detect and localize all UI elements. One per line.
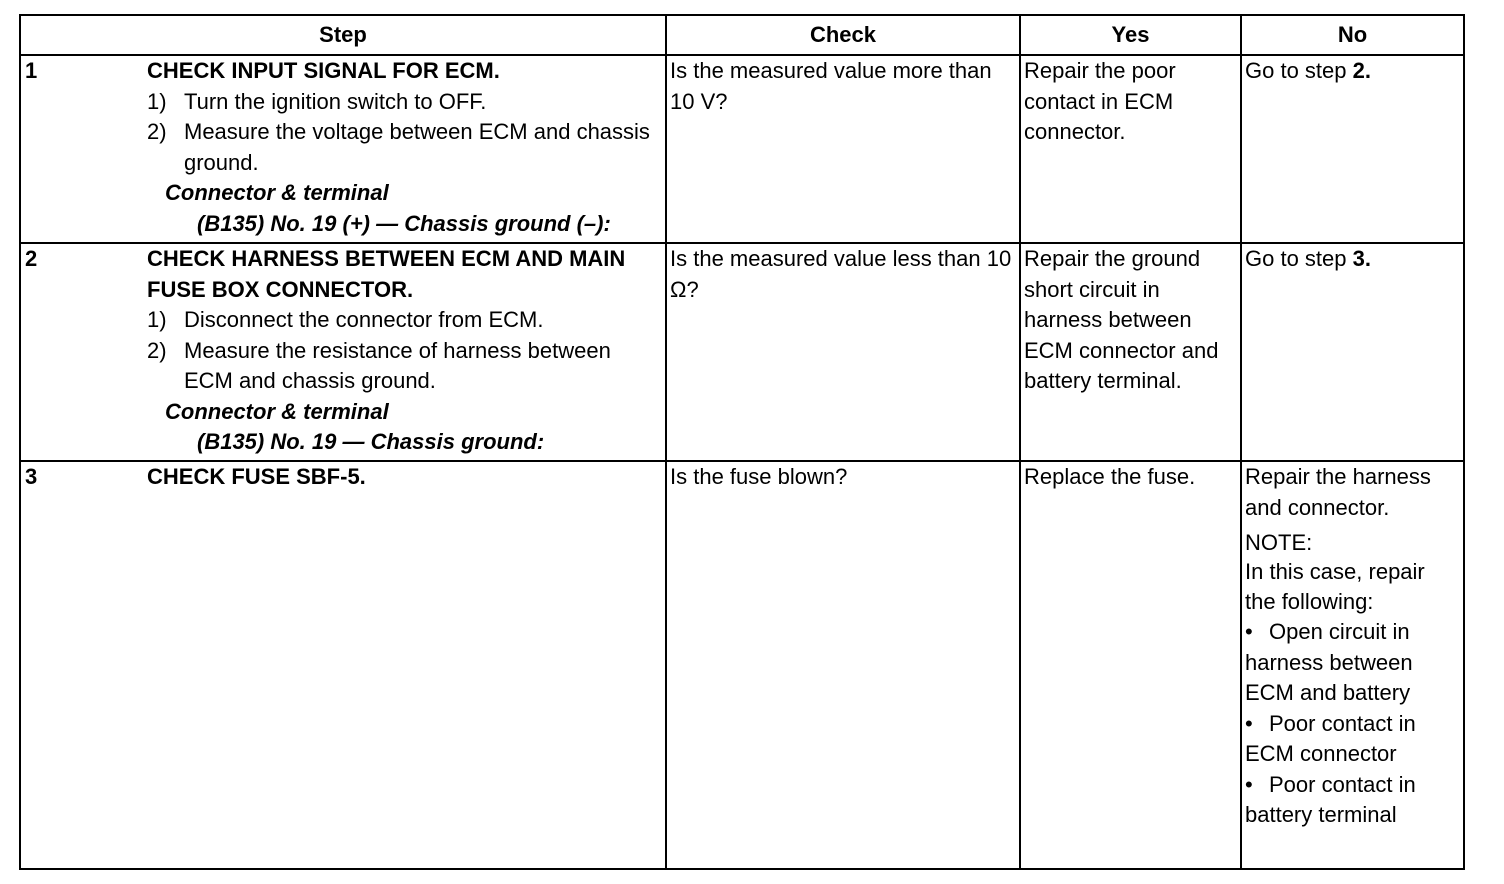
step-number: 3	[25, 464, 38, 489]
step-cell	[20, 461, 666, 869]
no-text: Go to step	[1245, 246, 1353, 271]
substep-text: Measure the resistance of harness between ECM and chassis ground.	[184, 337, 611, 393]
header-step: Step	[20, 15, 666, 55]
diagnostic-table	[19, 14, 1465, 870]
substep-number: 1)	[147, 88, 167, 114]
header-no: No	[1241, 15, 1464, 55]
table-row	[20, 243, 1464, 461]
substep	[147, 87, 662, 118]
note-item	[1245, 709, 1460, 770]
note-item-text: Open circuit in harness between ECM and battery	[1245, 619, 1413, 705]
step-title: CHECK INPUT SIGNAL FOR ECM.	[147, 58, 500, 83]
table-row	[20, 55, 1464, 243]
substep	[147, 336, 662, 397]
check-cell: Is the measured value more than 10 V?	[666, 55, 1020, 243]
step-number: 2	[25, 246, 38, 271]
no-cell	[1241, 243, 1464, 461]
substep	[147, 117, 662, 178]
no-cell	[1241, 55, 1464, 243]
step-title: CHECK HARNESS BETWEEN ECM AND MAIN FUSE BOX CONNECTOR.	[147, 246, 626, 302]
check-cell: Is the fuse blown?	[666, 461, 1020, 869]
substep-number: 2)	[147, 337, 167, 363]
no-text: Repair the harness and connector.	[1245, 464, 1431, 520]
bullet-icon: •	[1245, 710, 1253, 736]
yes-cell: Repair the poor contact in ECM connector.	[1020, 55, 1241, 243]
yes-cell: Replace the fuse.	[1020, 461, 1241, 869]
connector-terminal-value: (B135) No. 19 (+) — Chassis ground (–):	[197, 210, 611, 236]
check-cell: Is the measured value less than 10 Ω?	[666, 243, 1020, 461]
step-number: 1	[25, 58, 38, 83]
substep-text: Turn the ignition switch to OFF.	[184, 88, 487, 114]
note-item	[1245, 617, 1460, 709]
yes-cell: Repair the ground short circuit in harness between ECM connector and battery terminal.	[1020, 243, 1241, 461]
substep	[147, 305, 662, 336]
step-title: CHECK FUSE SBF-5.	[147, 464, 366, 489]
header-check: Check	[666, 15, 1020, 55]
goto-step-number: 2.	[1352, 58, 1371, 83]
substep-number: 1)	[147, 307, 167, 332]
note-item-text: Poor contact in battery terminal	[1245, 771, 1416, 827]
substep-text: Disconnect the connector from ECM.	[184, 307, 544, 332]
note-item-text: Poor contact in ECM connector	[1245, 710, 1416, 766]
substep-text: Measure the voltage between ECM and chassis ground.	[184, 119, 650, 175]
table-row	[20, 461, 1464, 869]
step-cell	[20, 55, 666, 243]
no-cell	[1241, 461, 1464, 869]
substep-number: 2)	[147, 119, 167, 144]
note-item	[1245, 770, 1460, 831]
bullet-icon: •	[1245, 771, 1253, 797]
no-text: Go to step	[1245, 58, 1353, 83]
step-cell	[20, 243, 666, 461]
bullet-icon: •	[1245, 619, 1253, 644]
connector-terminal-value: (B135) No. 19 — Chassis ground:	[197, 429, 545, 454]
connector-terminal-label: Connector & terminal	[165, 398, 389, 424]
note-intro: In this case, repair the following:	[1245, 559, 1425, 614]
header-row	[20, 15, 1464, 55]
connector-terminal-label: Connector & terminal	[165, 180, 389, 205]
header-yes: Yes	[1020, 15, 1241, 55]
note-label: NOTE:	[1245, 530, 1313, 555]
goto-step-number: 3.	[1352, 246, 1371, 271]
